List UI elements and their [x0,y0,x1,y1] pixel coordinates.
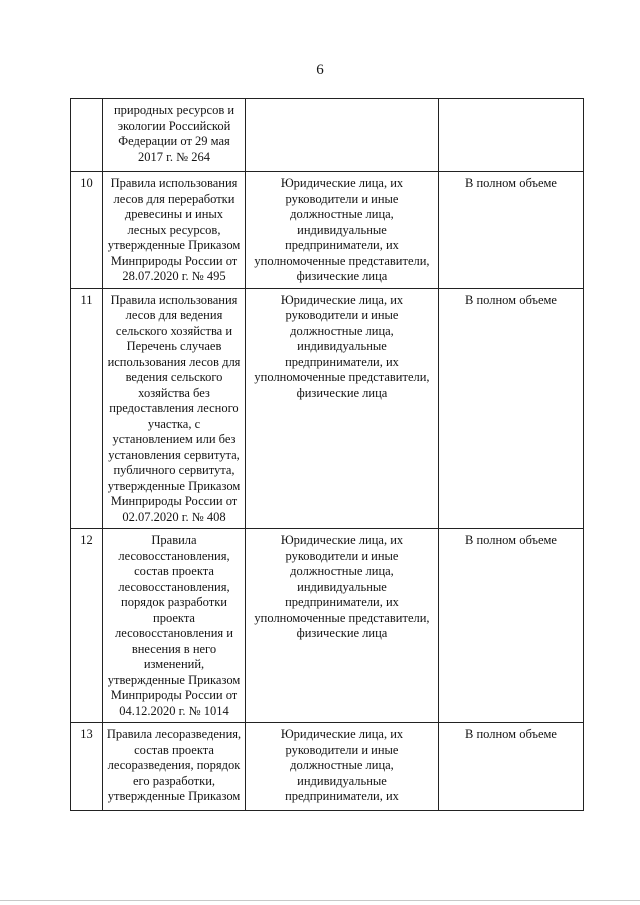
regulation-name-line: хозяйства без [138,385,210,400]
regulation-name-line: его разработки, [132,773,216,788]
scope-of-application: В полном объеме [439,172,584,289]
obligated-subjects [246,99,439,172]
regulation-name-line: утвержденные Приказом [107,672,241,687]
obligated-subjects-line: Юридические лица, их [280,292,404,307]
regulation-name-line: древесины и иных [124,207,224,221]
regulation-name-line: природных ресурсов и [113,103,235,117]
obligated-subjects [246,288,439,529]
regulation-name-line: состав проекта [134,742,214,757]
regulation-name-line: внесения в него [131,641,217,656]
table-row [71,288,584,529]
regulation-name-line: утвержденные Приказом [107,789,241,803]
obligated-subjects-line: физические лица [296,385,388,400]
table-row [71,99,584,172]
scope-of-application [439,99,584,172]
regulation-name-line: Минприроды России от [110,253,238,268]
regulation-name-line: утвержденные Приказом [107,238,241,252]
regulation-name-line: использования лесов для [107,354,241,369]
row-number: 11 [71,288,103,529]
scope-of-application: В полном объеме [439,529,584,723]
regulation-name-line: утвержденные Приказом [107,478,241,493]
regulation-name-line: предоставления лесного [109,401,239,415]
regulation-name [103,288,246,529]
obligated-subjects-line: Юридические лица, их [280,533,404,547]
obligated-subjects-line: индивидуальные [297,339,387,353]
regulation-name-line: 2017 г. № 264 [138,149,210,164]
regulation-name-line: лесовосстановления, [118,579,230,594]
regulation-name [103,172,246,289]
regulation-name [103,529,246,723]
obligated-subjects-line: должностные лица, [290,758,394,772]
regulation-name-line: 02.07.2020 г. № 408 [122,509,226,524]
regulation-name-line: установлением или без [112,432,236,446]
row-number: 12 [71,529,103,723]
table-row [71,723,584,811]
obligated-subjects-line: уполномоченные представители, [254,610,430,625]
regulation-name [103,99,246,172]
regulation-name-line: лесных ресурсов, [127,222,221,237]
page-edge-line [0,900,640,901]
row-number: 10 [71,172,103,289]
regulation-name-line: лесов для ведения [125,308,223,322]
regulation-name-line: Правила использования [110,292,238,307]
regulation-name-line: установления сервитута, [108,447,240,462]
regulation-name-line: ведения сельского [125,370,223,384]
row-number: 13 [71,723,103,811]
obligated-subjects-line: предприниматели, их [285,789,399,803]
row-number [71,99,103,172]
obligated-subjects [246,723,439,811]
regulation-name-line: экологии Российской [117,118,231,133]
regulation-name-line: сельского хозяйства и [115,323,233,338]
obligated-subjects-line: руководители и иные [285,548,399,563]
regulation-name-line: лесов для переработки [113,191,235,206]
table-row [71,172,584,289]
obligated-subjects-line: предприниматели, их [285,354,399,369]
obligated-subjects [246,172,439,289]
regulation-name-line: состав проекта [134,564,214,578]
regulation-name-line: лесовосстановления и [115,626,233,640]
obligated-subjects-line: должностные лица, [290,564,394,578]
obligated-subjects-line: физические лица [296,626,388,640]
table-row [71,529,584,723]
regulation-name-line: проекта [153,610,195,625]
regulation-name-line: Правила лесоразведения, [106,727,242,741]
scope-of-application: В полном объеме [439,288,584,529]
regulation-name-line: 04.12.2020 г. № 1014 [119,703,229,718]
page-number: 6 [316,62,324,78]
regulation-name-line: публичного сервитута, [113,463,235,477]
obligated-subjects-line: уполномоченные представители, [254,370,430,384]
obligated-subjects-line: предприниматели, их [285,238,399,252]
regulation-name-line: Минприроды России от [110,688,238,702]
scope-of-application: В полном объеме [439,723,584,811]
obligated-subjects-line: предприниматели, их [285,595,399,609]
table-body [71,99,584,811]
regulation-name-line: Правила использования [110,176,238,190]
requirements-table [70,98,584,811]
regulation-name-line: лесовосстановления, [118,548,230,563]
obligated-subjects [246,529,439,723]
regulation-name-line: участка, с [147,416,201,431]
regulation-name-line: Минприроды России от [110,494,238,508]
regulation-name [103,723,246,811]
obligated-subjects-line: руководители и иные [285,191,399,206]
regulation-name-line: Перечень случаев [126,339,222,353]
obligated-subjects-line: индивидуальные [297,773,387,788]
obligated-subjects-line: должностные лица, [290,323,394,338]
obligated-subjects-line: уполномоченные представители, [254,253,430,268]
regulation-name-line: лесоразведения, порядок [107,758,241,772]
obligated-subjects-line: Юридические лица, их [280,727,404,741]
regulation-name-line: Федерации от 29 мая [118,134,230,148]
obligated-subjects-line: руководители и иные [285,742,399,757]
regulation-name-line: изменений, [143,657,205,671]
obligated-subjects-line: физические лица [296,269,388,283]
obligated-subjects-line: индивидуальные [297,222,387,237]
regulation-name-line: Правила [151,533,197,547]
regulation-name-line: 28.07.2020 г. № 495 [122,269,226,283]
regulation-name-line: порядок разработки [121,595,227,609]
obligated-subjects-line: руководители и иные [285,308,399,322]
obligated-subjects-line: должностные лица, [290,207,394,221]
obligated-subjects-line: Юридические лица, их [280,176,404,190]
obligated-subjects-line: индивидуальные [297,579,387,594]
